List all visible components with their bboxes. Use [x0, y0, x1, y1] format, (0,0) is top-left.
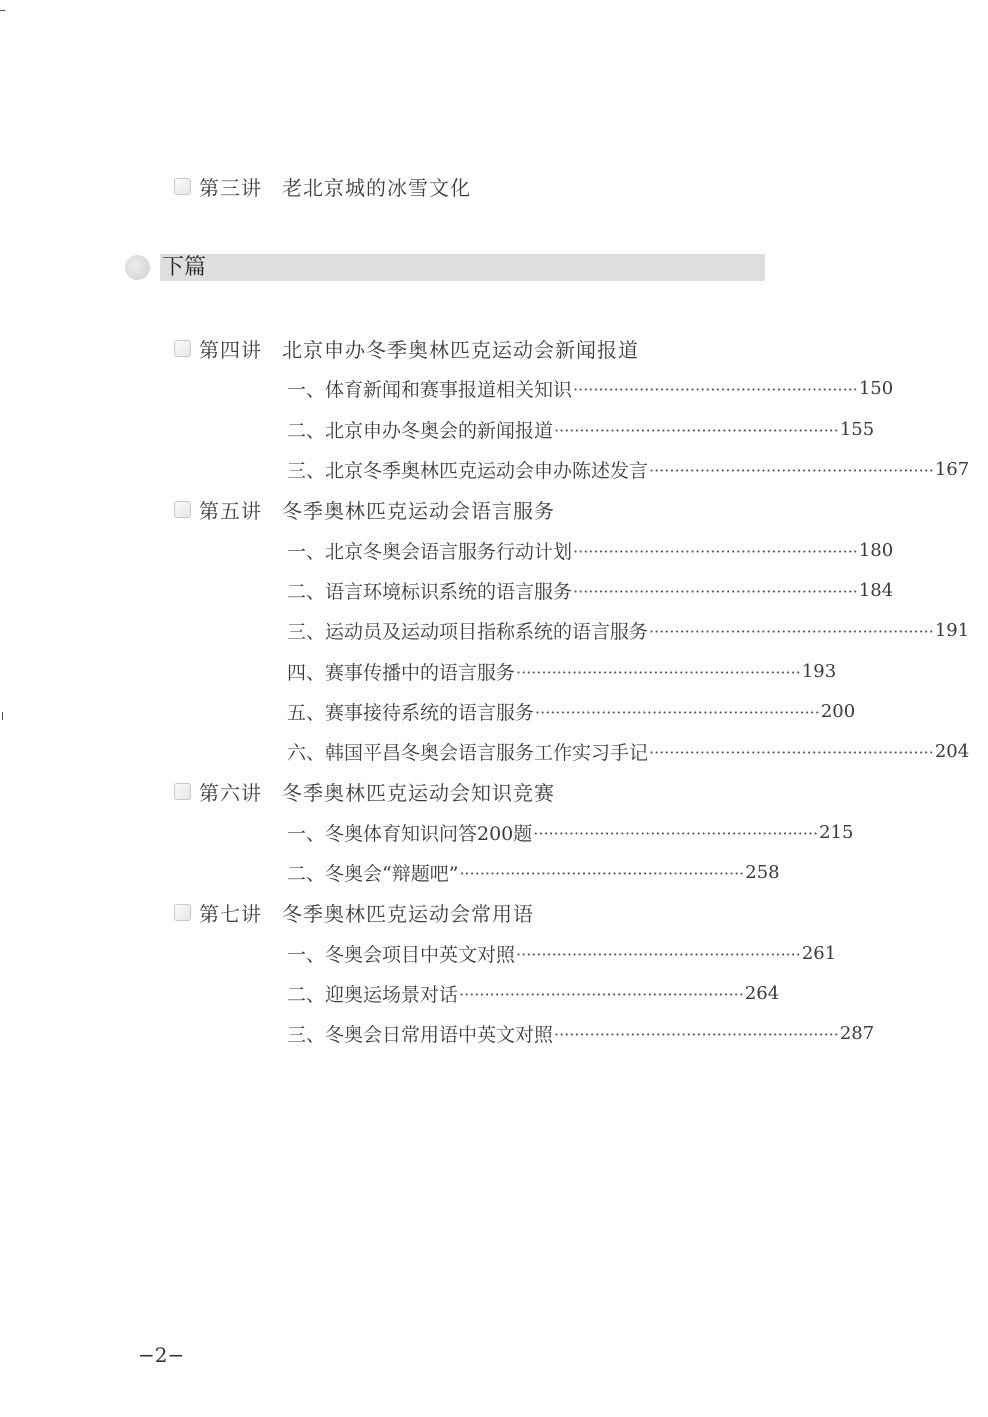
toc-entry[interactable]: [287, 939, 837, 967]
toc-entry-title: 六、韩国平昌冬奥会语言服务工作实习手记: [287, 741, 649, 764]
lecture-number: 第六讲: [199, 780, 262, 805]
toc-entry[interactable]: [287, 858, 780, 886]
toc-entry-title: 三、北京冬季奥林匹克运动会申办陈述发言: [287, 459, 649, 482]
lecture-number: 第五讲: [199, 498, 262, 523]
circle-bullet-icon: [125, 255, 150, 280]
leader-dots: ························································: [573, 379, 858, 399]
toc-entry-page: 184: [858, 579, 894, 601]
toc-entry-title: 一、冬奥体育知识问答200题: [287, 822, 533, 845]
leader-dots: ························································: [573, 541, 858, 561]
leader-dots: ························································: [649, 460, 934, 480]
toc-entry-title: 二、冬奥会“辩题吧”: [287, 862, 459, 885]
toc-entry-title: 三、冬奥会日常用语中英文对照: [287, 1023, 554, 1046]
lecture-heading[interactable]: [174, 172, 471, 200]
toc-entry[interactable]: [287, 697, 856, 725]
square-bullet-icon: [174, 904, 191, 921]
toc-entry-page: 287: [839, 1022, 875, 1044]
toc-entry[interactable]: [287, 979, 780, 1007]
toc-entry-title: 四、赛事传播中的语言服务: [287, 661, 516, 684]
toc-entry-title: 三、运动员及运动项目指称系统的语言服务: [287, 620, 649, 643]
toc-entry-title: 二、迎奥运场景对话: [287, 983, 459, 1006]
toc-entry[interactable]: [287, 576, 894, 604]
toc-entry[interactable]: [287, 657, 837, 685]
toc-entry-page: 261: [801, 942, 837, 964]
lecture-heading[interactable]: [174, 495, 555, 523]
page-number: −2−: [138, 1343, 185, 1367]
toc-entry-page: 264: [744, 982, 780, 1004]
toc-entry[interactable]: [287, 818, 854, 846]
leader-dots: ························································: [554, 1024, 839, 1044]
lecture-title: 冬季奥林匹克运动会知识竞赛: [282, 780, 555, 805]
lecture-heading[interactable]: [174, 777, 555, 805]
leader-dots: ························································: [554, 420, 839, 440]
leader-dots: ························································: [533, 823, 819, 843]
square-bullet-icon: [174, 501, 191, 518]
lecture-title: 老北京城的冰雪文化: [282, 175, 471, 200]
leader-dots: ························································: [459, 984, 744, 1004]
lecture-title: 冬季奥林匹克运动会常用语: [282, 901, 534, 926]
toc-entry-title: 一、体育新闻和赛事报道相关知识: [287, 378, 573, 401]
leader-dots: ························································: [573, 581, 858, 601]
toc-entry[interactable]: [287, 415, 875, 443]
toc-entry-page: 150: [858, 377, 894, 399]
toc-entry-title: 二、北京申办冬奥会的新闻报道: [287, 419, 554, 442]
lecture-title: 北京申办冬季奥林匹克运动会新闻报道: [282, 337, 639, 362]
toc-entry-page: 193: [801, 660, 837, 682]
lecture-title: 冬季奥林匹克运动会语言服务: [282, 498, 555, 523]
crop-mark: [0, 10, 5, 11]
toc-entry[interactable]: [287, 536, 894, 564]
crop-mark: [2, 712, 3, 720]
lecture-heading[interactable]: [174, 334, 639, 362]
toc-entry-title: 一、冬奥会项目中英文对照: [287, 943, 516, 966]
toc-entry-page: 204: [934, 740, 970, 762]
toc-entry-page: 215: [819, 821, 854, 843]
leader-dots: ························································: [649, 621, 934, 641]
square-bullet-icon: [174, 783, 191, 800]
lecture-number: 第七讲: [199, 901, 262, 926]
lecture-number: 第三讲: [199, 175, 262, 200]
leader-dots: ························································: [535, 702, 820, 722]
toc-entry-page: 258: [745, 861, 780, 883]
toc-entry[interactable]: [287, 1019, 875, 1047]
square-bullet-icon: [174, 178, 191, 195]
square-bullet-icon: [174, 340, 191, 357]
toc-entry-title: 二、语言环境标识系统的语言服务: [287, 580, 573, 603]
leader-dots: ························································: [516, 662, 801, 682]
leader-dots: ························································: [459, 863, 745, 883]
toc-entry-page: 180: [858, 539, 894, 561]
toc-entry-page: 191: [934, 619, 970, 641]
lecture-number: 第四讲: [199, 337, 262, 362]
toc-entry-title: 一、北京冬奥会语言服务行动计划: [287, 540, 573, 563]
leader-dots: ························································: [516, 944, 801, 964]
toc-entry[interactable]: [287, 616, 970, 644]
toc-entry[interactable]: [287, 455, 970, 483]
toc-entry-page: 155: [839, 418, 875, 440]
toc-entry[interactable]: [287, 737, 970, 765]
part-band: [160, 254, 765, 281]
leader-dots: ························································: [649, 742, 934, 762]
toc-entry-page: 167: [934, 458, 970, 480]
part-heading: [125, 254, 765, 281]
lecture-heading[interactable]: [174, 898, 534, 926]
toc-entry-page: 200: [820, 700, 856, 722]
part-title: 下篇: [162, 255, 207, 280]
toc-entry-title: 五、赛事接待系统的语言服务: [287, 701, 535, 724]
toc-entry[interactable]: [287, 374, 894, 402]
